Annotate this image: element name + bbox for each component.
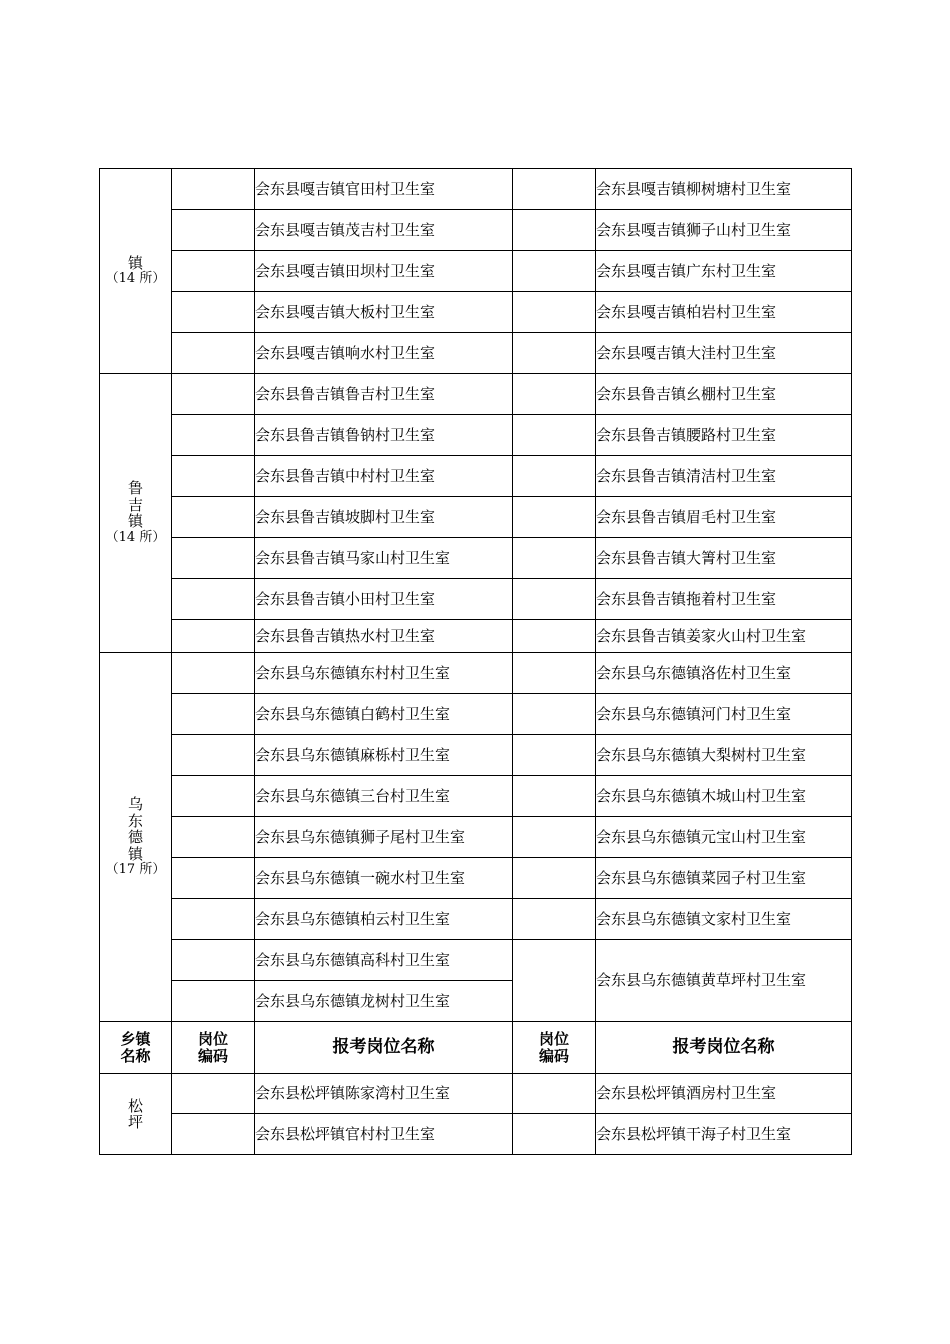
code-cell (513, 899, 596, 940)
code-cell (172, 940, 255, 981)
post-name: 会东县嘎吉镇广东村卫生室 (596, 251, 852, 292)
table-row (100, 456, 852, 497)
town-count: （17 所） (105, 862, 166, 878)
post-name: 会东县乌东德镇大梨树村卫生室 (596, 735, 852, 776)
town-char: 鲁 (127, 479, 143, 498)
post-name: 会东县松坪镇陈家湾村卫生室 (255, 1074, 513, 1114)
table-row (100, 694, 852, 735)
post-name: 会东县嘎吉镇茂吉村卫生室 (255, 210, 513, 251)
code-cell (513, 538, 596, 579)
town-cell (100, 1074, 172, 1155)
code-cell (513, 374, 596, 415)
post-name: 会东县鲁吉镇鲁钠村卫生室 (255, 415, 513, 456)
post-table (99, 168, 852, 1155)
code-cell (513, 1074, 596, 1114)
post-name: 会东县乌东德镇一碗水村卫生室 (255, 858, 513, 899)
code-cell (513, 776, 596, 817)
town-cell (100, 374, 172, 653)
post-name: 会东县松坪镇干海子村卫生室 (596, 1114, 852, 1155)
code-cell (172, 538, 255, 579)
post-name: 会东县鲁吉镇中村村卫生室 (255, 456, 513, 497)
town-char: 乌 (127, 795, 143, 814)
code-cell (172, 210, 255, 251)
code-cell (513, 620, 596, 653)
post-name: 会东县嘎吉镇大板村卫生室 (255, 292, 513, 333)
code-cell (172, 456, 255, 497)
post-name: 会东县鲁吉镇坡脚村卫生室 (255, 497, 513, 538)
code-cell (513, 940, 596, 1022)
post-name: 会东县乌东德镇黄草坪村卫生室 (596, 940, 852, 1022)
table-row (100, 1074, 852, 1114)
post-name: 会东县乌东德镇柏云村卫生室 (255, 899, 513, 940)
table-row (100, 579, 852, 620)
post-name: 会东县乌东德镇洛佐村卫生室 (596, 653, 852, 694)
header-town-line: 乡镇 (120, 1030, 151, 1048)
town-char: 东 (127, 811, 143, 830)
table-row (100, 497, 852, 538)
post-name: 会东县嘎吉镇柏岩村卫生室 (596, 292, 852, 333)
post-name: 会东县鲁吉镇姜家火山村卫生室 (596, 620, 852, 653)
table-row (100, 538, 852, 579)
town-count: （14 所） (105, 271, 166, 287)
post-name: 会东县乌东德镇麻栎村卫生室 (255, 735, 513, 776)
post-name: 会东县乌东德镇菜园子村卫生室 (596, 858, 852, 899)
table-row (100, 210, 852, 251)
code-cell (513, 817, 596, 858)
header-code-line: 编码 (197, 1046, 228, 1065)
code-cell (172, 653, 255, 694)
post-name: 会东县乌东德镇东村村卫生室 (255, 653, 513, 694)
table-row (100, 620, 852, 653)
code-cell (513, 1114, 596, 1155)
header-post-name: 报考岗位名称 (255, 1022, 513, 1074)
table-row (100, 169, 852, 210)
post-name: 会东县鲁吉镇眉毛村卫生室 (596, 497, 852, 538)
header-code (172, 1022, 255, 1074)
post-name: 会东县乌东德镇三台村卫生室 (255, 776, 513, 817)
post-name: 会东县乌东德镇河门村卫生室 (596, 694, 852, 735)
table-row (100, 735, 852, 776)
table-row (100, 1114, 852, 1155)
code-cell (513, 169, 596, 210)
code-cell (172, 694, 255, 735)
code-cell (513, 251, 596, 292)
table-row (100, 292, 852, 333)
table-row (100, 653, 852, 694)
table-row (100, 899, 852, 940)
code-cell (172, 620, 255, 653)
post-name: 会东县嘎吉镇官田村卫生室 (255, 169, 513, 210)
code-cell (513, 653, 596, 694)
town-cell (100, 169, 172, 374)
code-cell (172, 251, 255, 292)
code-cell (172, 1114, 255, 1155)
code-cell (513, 292, 596, 333)
code-cell (513, 456, 596, 497)
post-name: 会东县嘎吉镇响水村卫生室 (255, 333, 513, 374)
post-name: 会东县鲁吉镇清洁村卫生室 (596, 456, 852, 497)
header-code-line: 岗位 (197, 1030, 228, 1048)
code-cell (513, 858, 596, 899)
post-name: 会东县乌东德镇高科村卫生室 (255, 940, 513, 981)
code-cell (172, 981, 255, 1022)
post-name: 会东县松坪镇官村村卫生室 (255, 1114, 513, 1155)
table-row (100, 776, 852, 817)
code-cell (172, 292, 255, 333)
header-post-name: 报考岗位名称 (596, 1022, 852, 1074)
post-name: 会东县乌东德镇白鹤村卫生室 (255, 694, 513, 735)
code-cell (172, 374, 255, 415)
post-name: 会东县鲁吉镇热水村卫生室 (255, 620, 513, 653)
code-cell (172, 497, 255, 538)
code-cell (172, 735, 255, 776)
header-code-line: 岗位 (538, 1030, 569, 1048)
table-row (100, 374, 852, 415)
town-char: 吉 (127, 495, 143, 514)
table-row (100, 415, 852, 456)
code-cell (513, 415, 596, 456)
town-char: 镇 (127, 844, 143, 863)
town-char: 德 (127, 828, 143, 847)
code-cell (172, 899, 255, 940)
post-name: 会东县鲁吉镇腰路村卫生室 (596, 415, 852, 456)
code-cell (172, 415, 255, 456)
header-town-line: 名称 (120, 1046, 151, 1065)
code-cell (513, 579, 596, 620)
post-name: 会东县嘎吉镇柳树塘村卫生室 (596, 169, 852, 210)
header-town (100, 1022, 172, 1074)
post-name: 会东县嘎吉镇大洼村卫生室 (596, 333, 852, 374)
post-name: 会东县乌东德镇文家村卫生室 (596, 899, 852, 940)
town-char: 镇 (127, 512, 143, 531)
code-cell (172, 169, 255, 210)
table-row (100, 817, 852, 858)
post-name: 会东县松坪镇酒房村卫生室 (596, 1074, 852, 1114)
post-name: 会东县乌东德镇木城山村卫生室 (596, 776, 852, 817)
table-row (100, 858, 852, 899)
post-name: 会东县鲁吉镇大箐村卫生室 (596, 538, 852, 579)
code-cell (513, 735, 596, 776)
post-name: 会东县鲁吉镇马家山村卫生室 (255, 538, 513, 579)
code-cell (513, 210, 596, 251)
post-name: 会东县鲁吉镇幺棚村卫生室 (596, 374, 852, 415)
town-char: 坪 (127, 1113, 143, 1131)
town-cell (100, 653, 172, 1022)
table-row (100, 940, 852, 981)
code-cell (172, 817, 255, 858)
town-count: （14 所） (105, 529, 166, 545)
header-code-line: 编码 (538, 1046, 569, 1065)
table-row (100, 251, 852, 292)
code-cell (172, 858, 255, 899)
code-cell (513, 694, 596, 735)
code-cell (172, 333, 255, 374)
header-code (513, 1022, 596, 1074)
code-cell (513, 497, 596, 538)
post-name: 会东县鲁吉镇小田村卫生室 (255, 579, 513, 620)
post-name: 会东县乌东德镇元宝山村卫生室 (596, 817, 852, 858)
code-cell (172, 579, 255, 620)
post-name: 会东县嘎吉镇狮子山村卫生室 (596, 210, 852, 251)
post-name: 会东县鲁吉镇鲁吉村卫生室 (255, 374, 513, 415)
town-char: 松 (127, 1096, 143, 1115)
code-cell (513, 333, 596, 374)
table-row (100, 333, 852, 374)
header-row (100, 1022, 852, 1074)
post-name: 会东县乌东德镇狮子尾村卫生室 (255, 817, 513, 858)
town-char: 镇 (127, 253, 143, 272)
post-name: 会东县鲁吉镇拖着村卫生室 (596, 579, 852, 620)
code-cell (172, 776, 255, 817)
code-cell (172, 1074, 255, 1114)
post-name: 会东县乌东德镇龙树村卫生室 (255, 981, 513, 1022)
post-name: 会东县嘎吉镇田坝村卫生室 (255, 251, 513, 292)
